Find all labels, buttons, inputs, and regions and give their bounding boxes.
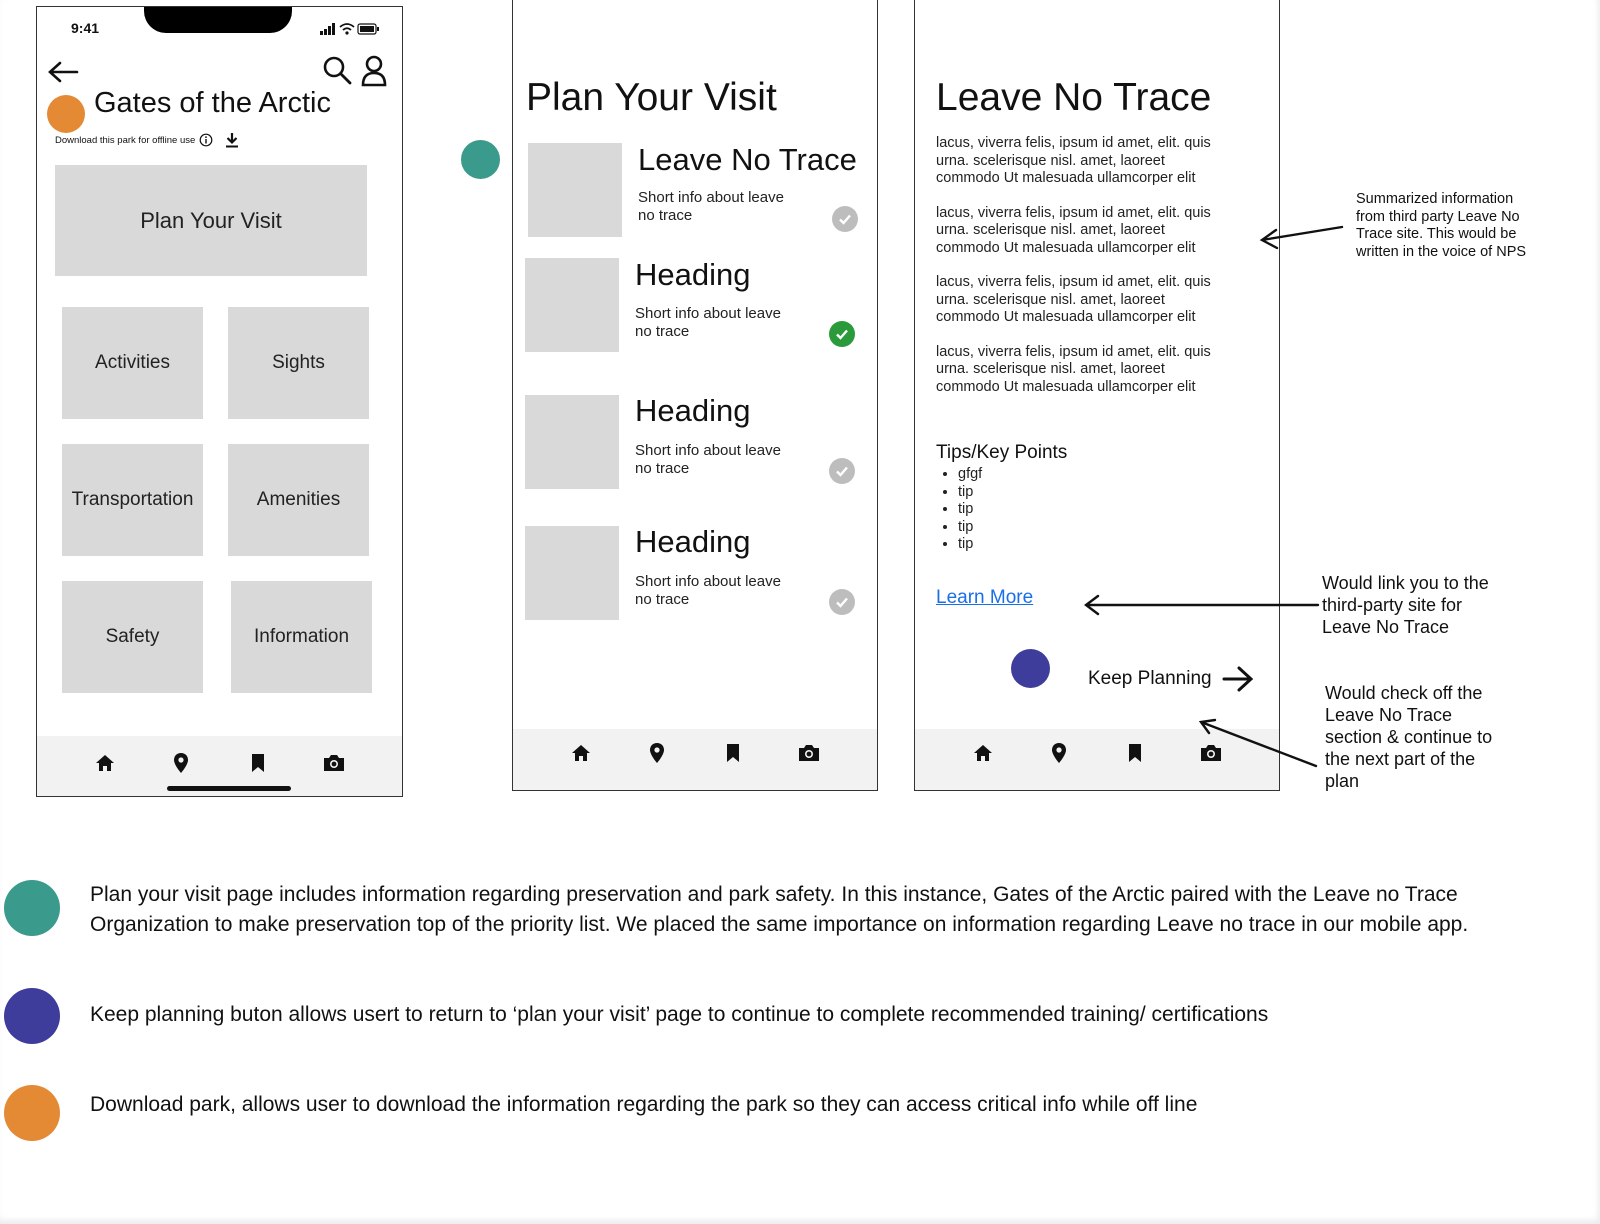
paragraph: lacus, viverra felis, ipsum id amet, elit. quis urna. scelerisque nisl. amet, laoreet commodo Ut malesuada ullamcorper elit xyxy=(936,274,1211,325)
item-info-line1: Short info about leave xyxy=(635,442,781,459)
tip-item: • tip xyxy=(958,519,982,537)
transportation-button[interactable]: Transportation xyxy=(62,444,203,556)
tip-item: • gfgf xyxy=(958,466,982,484)
annotation-summary: Summarized information from third party Leave No Trace site. This would be written in the voice of NPS xyxy=(1356,191,1527,260)
arrow-summary xyxy=(1262,227,1342,248)
item-info-line2: no trace xyxy=(635,591,690,608)
item-heading: Heading xyxy=(635,393,751,428)
item-heading: Heading xyxy=(635,257,751,292)
item-info-line1: Short info about leave xyxy=(638,189,784,206)
item-info-line1: Short info about leave xyxy=(635,573,781,590)
item-heading: Heading xyxy=(635,524,751,559)
legend-text-plan-visit: Plan your visit page includes information regarding preservation and park safety. In this instance, Gates of the Arctic paired with the Leave no Trace Organization to make preservation top of the priority list. We placed the same importance on information regarding Leave no trace in our mobile app. xyxy=(90,883,1469,936)
paragraph: lacus, viverra felis, ipsum id amet, elit. quis urna. scelerisque nisl. amet, laoreet commodo Ut malesuada ullamcorper elit xyxy=(936,204,1211,256)
tip-item: • tip xyxy=(958,501,982,519)
arrow-link xyxy=(1086,596,1318,614)
annotation-link: Would link you to the third-party site for Leave No Trace xyxy=(1322,573,1489,637)
page-title: Leave No Trace xyxy=(936,76,1212,119)
legend-dot-orange xyxy=(4,1085,60,1141)
activities-button[interactable]: Activities xyxy=(62,307,203,419)
tips-title: Tips/Key Points xyxy=(936,442,1068,463)
status-time: 9:41 xyxy=(71,20,100,36)
arrow-check xyxy=(1201,720,1316,766)
keep-planning-label: Keep Planning xyxy=(1088,668,1212,689)
sights-button[interactable]: Sights xyxy=(228,307,369,419)
learn-more-link[interactable]: Learn More xyxy=(936,587,1034,608)
legend-text-download: Download park, allows user to download the information regarding the park so they can access critical info while off line xyxy=(90,1093,1198,1116)
item-info-line1: Short info about leave xyxy=(635,305,781,322)
amenities-button[interactable]: Amenities xyxy=(228,444,369,556)
safety-button[interactable]: Safety xyxy=(62,581,203,693)
legend-dot-navy xyxy=(4,988,60,1044)
park-title: Gates of the Arctic xyxy=(94,87,331,119)
plan-your-visit-button[interactable]: Plan Your Visit xyxy=(55,165,367,276)
item-info-line2: no trace xyxy=(635,460,690,477)
item-info-line2: no trace xyxy=(635,323,690,340)
legend-text-keep-planning: Keep planning buton allows usert to return to ‘plan your visit’ page to continue to complete recommended training/ certifications xyxy=(90,1003,1269,1026)
item-info-line2: no trace xyxy=(638,207,693,224)
download-text: Download this park for offline use xyxy=(55,134,196,146)
paragraph: lacus, viverra felis, ipsum id amet, elit. quis urna. scelerisque nisl. amet, laoreet commodo Ut malesuada ullamcorper elit xyxy=(936,135,1211,186)
annotation-check: Would check off the Leave No Trace section & continue to the next part of the plan xyxy=(1325,683,1493,791)
legend-dot-teal xyxy=(4,880,60,936)
item-heading: Leave No Trace xyxy=(638,142,857,177)
page-title: Plan Your Visit xyxy=(526,76,777,119)
tip-item: • tip xyxy=(958,536,982,554)
paragraph: lacus, viverra felis, ipsum id amet, elit. quis urna. scelerisque nisl. amet, laoreet commodo Ut malesuada ullamcorper elit xyxy=(936,343,1211,395)
information-button[interactable]: Information xyxy=(231,581,372,693)
tip-item: • tip xyxy=(958,484,982,502)
